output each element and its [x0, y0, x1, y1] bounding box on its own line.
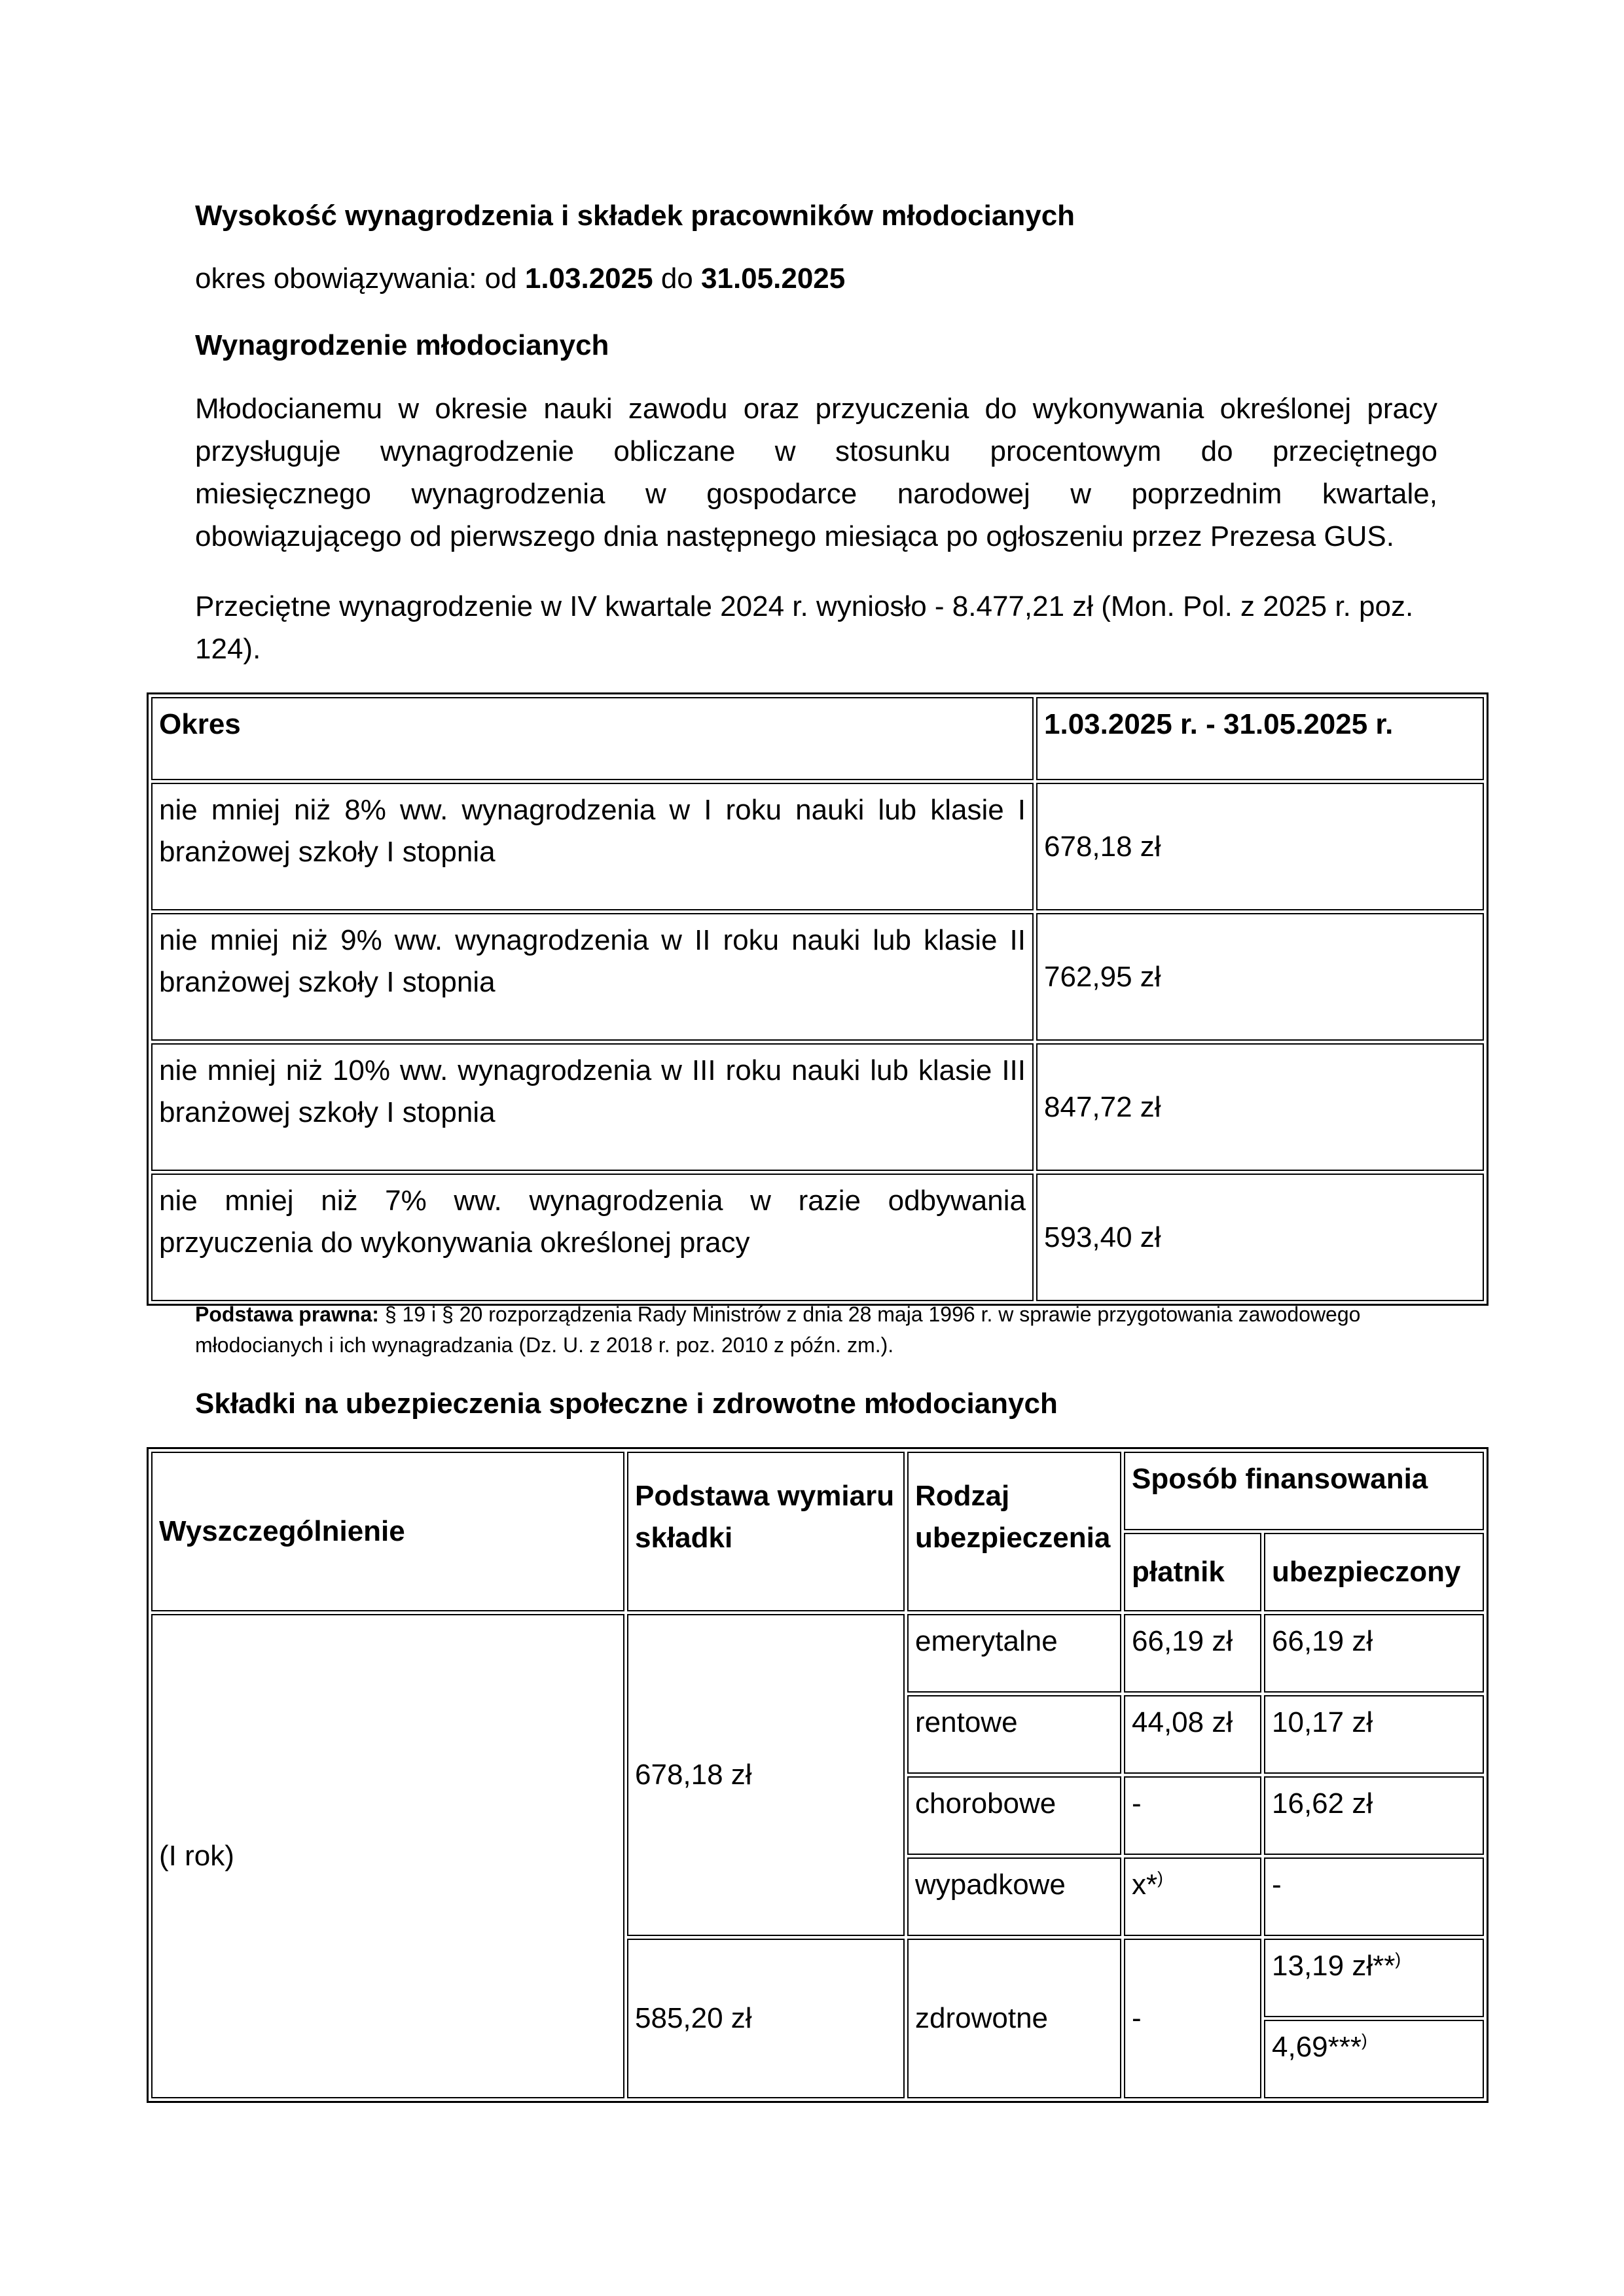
period-to-label: do — [660, 262, 693, 295]
payer-amount: 44,08 zł — [1124, 1695, 1261, 1774]
insurance-type: zdrowotne — [907, 1939, 1121, 2098]
footnote-marker: ) — [1395, 1949, 1401, 1969]
group-label: (I rok) — [151, 1614, 624, 2098]
average-wage-paragraph: Przeciętne wynagrodzenie w IV kwartale 2024 r. wyniosło - 8.477,21 zł (Mon. Pol. z 2025 r. poz. 124). — [195, 590, 1414, 665]
payer-amount: 66,19 zł — [1124, 1614, 1261, 1693]
wage-amount: 678,18 zł — [1036, 783, 1484, 910]
validity-period — [195, 259, 845, 298]
header-date-range: 1.03.2025 r. - 31.05.2025 r. — [1036, 697, 1484, 780]
wage-amount: 847,72 zł — [1036, 1043, 1484, 1171]
period-to: 31.05.2025 — [701, 262, 846, 295]
table-row — [151, 1043, 1484, 1171]
payer-amount: - — [1124, 1776, 1261, 1855]
header-period: Okres — [151, 697, 1034, 780]
base-health: 585,20 zł — [627, 1939, 905, 2098]
section-title-wages: Wynagrodzenie młodocianych — [195, 329, 609, 361]
header-item: Wyszczególnienie — [151, 1452, 624, 1611]
paragraph-line: miesięcznego wynagrodzenia w gospodarce narodowej w poprzednim kwartale, — [195, 478, 1437, 510]
payer-amount — [1124, 1857, 1261, 1936]
legal-basis-label: Podstawa prawna: — [195, 1302, 379, 1326]
wage-description: nie mniej niż 9% ww. wynagrodzenia w II roku nauki lub klasie II branżowej szkoły I stopnia — [151, 913, 1034, 1041]
footnote-marker: ) — [1157, 1868, 1163, 1888]
base-social: 678,18 zł — [627, 1614, 905, 1936]
wage-description: nie mniej niż 7% ww. wynagrodzenia w razie odbywania przyuczenia do wykonywania określonej pracy — [151, 1174, 1034, 1301]
header-base: Podstawa wymiaru składki — [627, 1452, 905, 1611]
table-row — [151, 783, 1484, 910]
header-insurance-type: Rodzaj ubezpieczenia — [907, 1452, 1121, 1611]
paragraph-line: obowiązującego od pierwszego dnia następnego miesiąca po ogłoszeniu przez Prezesa GUS. — [195, 520, 1394, 552]
insurance-type: wypadkowe — [907, 1857, 1121, 1936]
table-row — [151, 1614, 1484, 1693]
header-financing: Sposób finansowania — [1124, 1452, 1484, 1530]
period-from: 1.03.2025 — [524, 262, 653, 295]
paragraph-line: przysługuje wynagrodzenie obliczane w stosunku procentowym do przeciętnego — [195, 435, 1437, 467]
insured-amount — [1264, 1939, 1484, 2017]
insured-amount-text: 4,69*** — [1272, 2031, 1362, 2063]
header-payer: płatnik — [1124, 1533, 1261, 1611]
payer-amount-text: x* — [1132, 1869, 1158, 1901]
wage-description: nie mniej niż 8% ww. wynagrodzenia w I roku nauki lub klasie I branżowej szkoły I stopnia — [151, 783, 1034, 910]
section-title-contributions: Składki na ubezpieczenia społeczne i zdrowotne młodocianych — [195, 1388, 1058, 1420]
document-title: Wysokość wynagrodzenia i składek pracowników młodocianych — [195, 200, 1075, 232]
table-header-row — [151, 1452, 1484, 1530]
paragraph-line: Młodocianemu w okresie nauki zawodu oraz przyuczenia do wykonywania określonej pracy — [195, 393, 1437, 425]
table-header-row — [151, 697, 1484, 780]
table-row — [151, 913, 1484, 1041]
insurance-type: emerytalne — [907, 1614, 1121, 1693]
insured-amount: 66,19 zł — [1264, 1614, 1484, 1693]
insured-amount: - — [1264, 1857, 1484, 1936]
insurance-type: rentowe — [907, 1695, 1121, 1774]
footnote-marker: ) — [1362, 2030, 1367, 2050]
insured-amount — [1264, 2020, 1484, 2098]
header-insured: ubezpieczony — [1264, 1533, 1484, 1611]
legal-basis-text: § 19 i § 20 rozporządzenia Rady Ministrów z dnia 28 maja 1996 r. w sprawie przygotowania zawodowego młodocianych i ich wynagradzania (Dz. U. z 2018 r. poz. 2010 z późn. zm.). — [195, 1302, 1361, 1357]
wage-amount: 762,95 zł — [1036, 913, 1484, 1041]
wage-description: nie mniej niż 10% ww. wynagrodzenia w III roku nauki lub klasie III branżowej szkoły I stopnia — [151, 1043, 1034, 1171]
legal-basis-note — [195, 1299, 1437, 1361]
wages-table — [147, 692, 1489, 1306]
insured-amount-text: 13,19 zł** — [1272, 1950, 1396, 1982]
contributions-table — [147, 1447, 1489, 2103]
insured-amount: 10,17 zł — [1264, 1695, 1484, 1774]
wage-amount: 593,40 zł — [1036, 1174, 1484, 1301]
insured-amount: 16,62 zł — [1264, 1776, 1484, 1855]
wages-paragraph — [195, 387, 1437, 558]
payer-amount: - — [1124, 1939, 1261, 2098]
period-label: okres obowiązywania: od — [195, 262, 517, 295]
table-row — [151, 1174, 1484, 1301]
insurance-type: chorobowe — [907, 1776, 1121, 1855]
